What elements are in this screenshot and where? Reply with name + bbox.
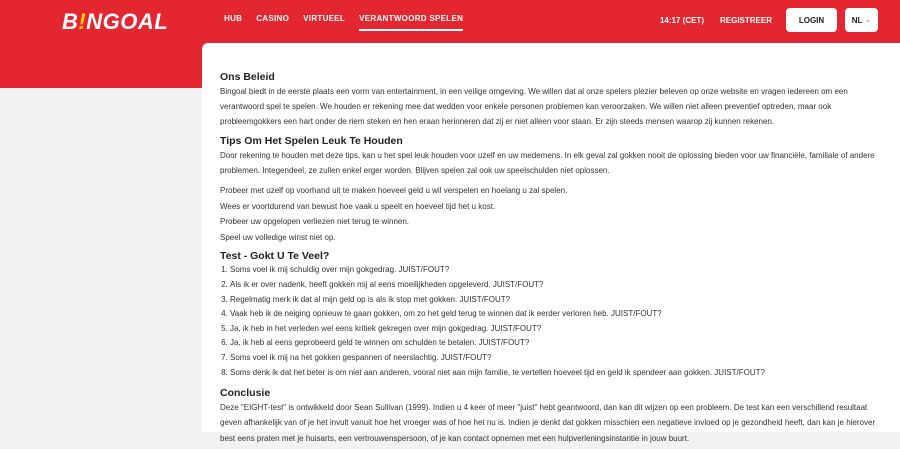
tip-item: Speel uw volledige winst niet op. (220, 232, 336, 242)
test-item: 5. Ja, ik heb in het verleden wel eens kritiek gekregen over mijn gokgedrag. JUIST/FOUT? (230, 322, 885, 337)
test-item: 6. Ja, ik heb al eens geprobeerd geld te winnen om schulden te betalen. JUIST/FOUT? (230, 336, 885, 351)
test-item: 3. Regelmatig merk ik dat al mijn geld op is als ik stop met gokken. JUIST/FOUT? (230, 293, 885, 308)
chevron-down-icon: ⌄ (865, 17, 872, 24)
tips-text: Door rekening te houden met deze tips, kan u het spel leuk houden voor uzelf en uw medemens. In elk geval zal gokken nooit de oplossing bieden voor uw financiële, familiale of andere problemen. Integendeel, ze zullen enkel erger worden. Blijven spelen zal ook uw speelschulden niet oplossen. (220, 150, 875, 175)
conclusion-title: Conclusie (220, 387, 271, 400)
tip-item: Wees er voortdurend van bewust hoe vaak u speelt en hoeveel tijd het u kost. (220, 201, 496, 211)
logo-exclamation: ! (78, 9, 87, 34)
tips-title: Tips Om Het Spelen Leuk Te Houden (220, 134, 403, 147)
language-select[interactable] (845, 8, 878, 32)
nav-virtueel[interactable]: VIRTUEEL (303, 14, 346, 23)
test-item: 8. Soms denk ik dat het beter is om niet aan anderen, vooral niet aan mijn familie, te vertellen hoeveel tijd en geld ik spendeer aan gokken. JUIST/FOUT? (230, 366, 885, 381)
logo-text-end: NGOAL (86, 9, 169, 34)
content-body (220, 70, 885, 449)
nav-hub[interactable]: HUB (224, 14, 243, 23)
nav-casino[interactable]: CASINO (256, 14, 290, 23)
main-nav (224, 14, 477, 31)
test-item: 2. Als ik er over nadenk, heeft gokken mij al eens moeilijkheden opgeleverd. JUIST/FOUT? (230, 278, 885, 293)
tips-list (220, 183, 885, 245)
header-actions (660, 8, 878, 32)
register-link[interactable]: REGISTREER (719, 15, 772, 25)
logo-text-start: B (62, 9, 79, 34)
test-list (220, 263, 885, 380)
nav-verantwoord-spelen[interactable]: VERANTWOORD SPELEN (359, 14, 463, 31)
section-test (220, 249, 885, 380)
section-tips (220, 134, 885, 246)
content-panel (202, 43, 900, 443)
policy-text: Bingoal biedt in de eerste plaats een vorm van entertainment, in een veilige omgeving. We willen dat al onze spelers plezier beleven op onze website en vragen iedereen om een verantwoord spel te spelen. We houden er rekening mee dat wedden voor enkele personen problemen kan veroorzaken. We willen niet alleen preventief optreden, maar ook probleemgokkers een hart onder de riem steken en hen eraan herinneren dat zij er niet alleen voor staan. Er zijn steeds mensen waarop zij kunnen rekenen. (220, 87, 848, 127)
tip-item: Probeer uw opgelopen verliezen niet terug te winnen. (220, 217, 410, 227)
test-item: 1. Soms voel ik mij schuldig over mijn gokgedrag. JUIST/FOUT? (230, 263, 885, 278)
login-button[interactable]: LOGIN (786, 8, 837, 32)
tip-item: Probeer met uzelf op voorhand uit te maken hoeveel geld u wil verspelen en hoelang u zal spelen. (220, 186, 568, 196)
test-title: Test - Gokt U Te Veel? (220, 250, 330, 263)
bingoal-logo[interactable] (62, 8, 168, 36)
test-item: 4. Vaak heb ik de neiging opnieuw te gaan gokken, om zo het geld terug te winnen dat ik eerder verloren heb. JUIST/FOUT? (230, 307, 885, 322)
section-conclusion (220, 386, 885, 446)
clock: 14:17 (CET) (659, 15, 704, 25)
section-policy (220, 70, 885, 130)
language-value: NL (851, 15, 863, 25)
policy-title: Ons Beleid (220, 71, 275, 83)
test-item: 7. Soms voel ik mij na het gokken gespannen of neerslachtig. JUIST/FOUT? (230, 351, 885, 366)
conclusion-text: Deze "EIGHT-test" is ontwikkeld door Sean Sullivan (1999). Indien u 4 keer of meer "juist" hebt geantwoord, dan kan dit wijzen op een probleem. De test kan een verschillend resultaat geven afhankelijk van of je het invult vanuit hoe het vroeger was of hoe het nu is. Indien je denkt dat gokken misschien een negatieve invloed op je gezondheid heeft, dan kan je hierover best eens praten met je huisarts, een vertrouwenspersoon, of je kan contact opnemen met een hulpverleningsinstantie in jouw buurt. (220, 403, 876, 443)
